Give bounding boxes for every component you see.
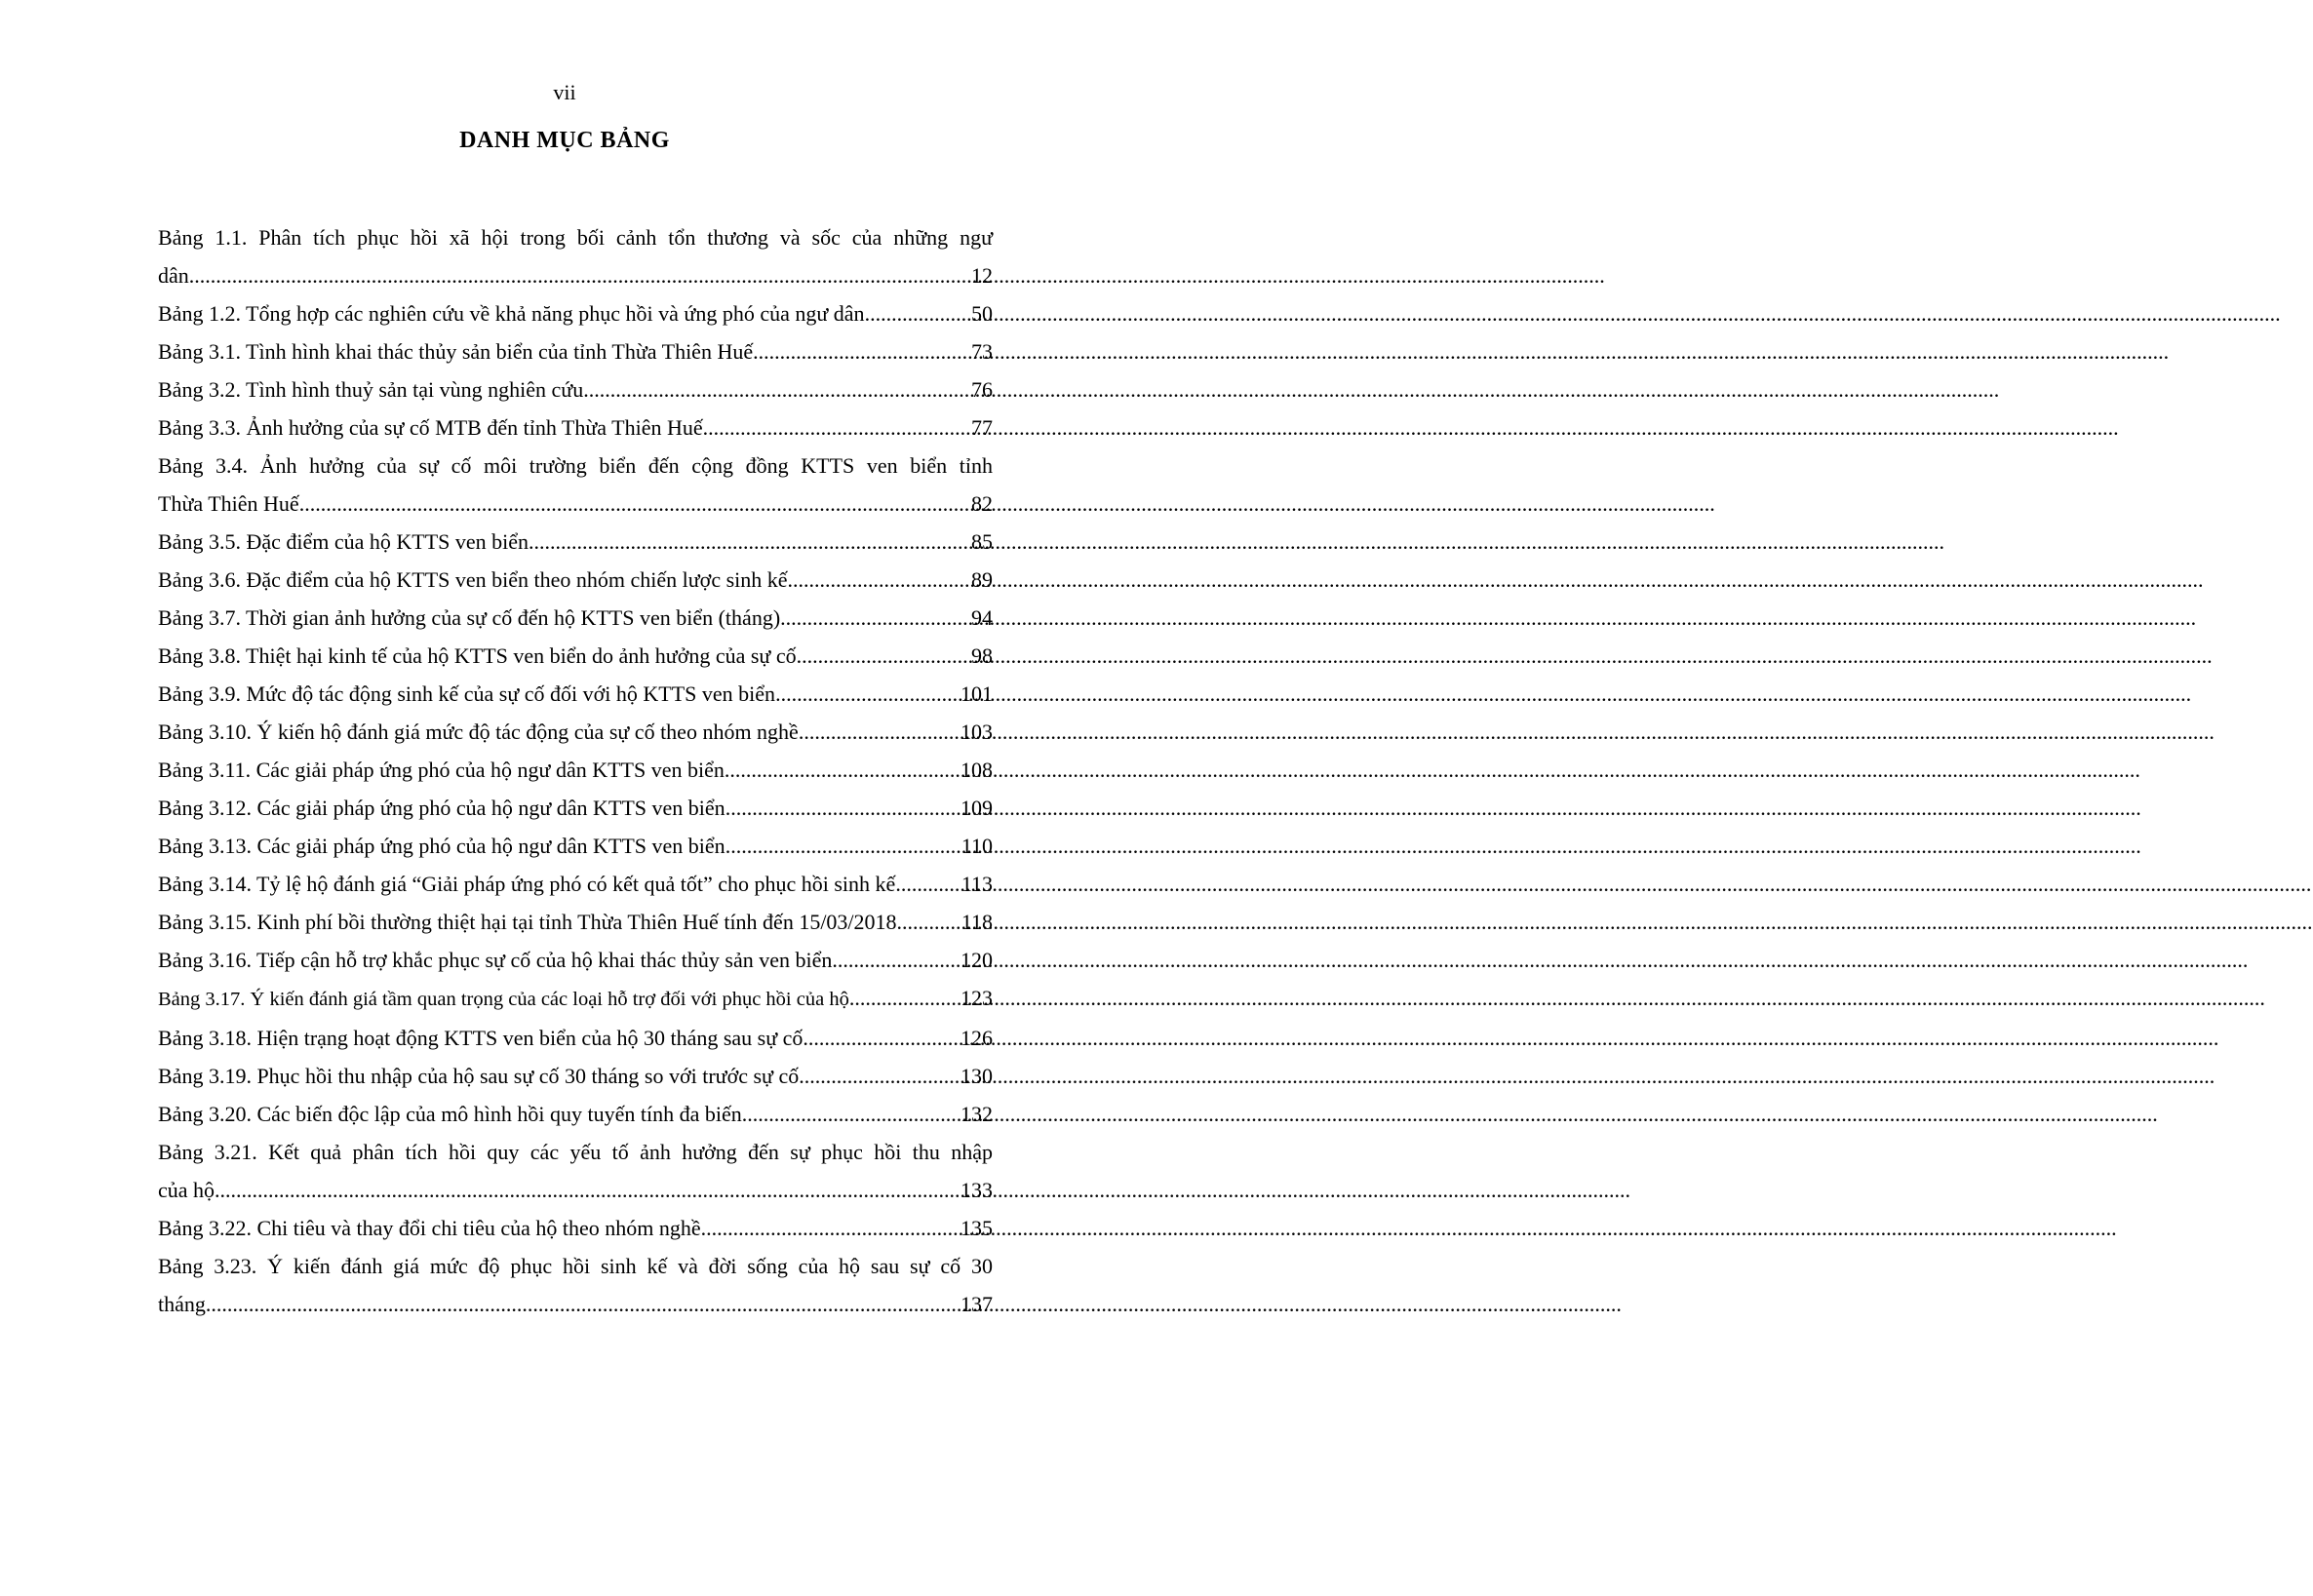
- toc-entry-page: 113: [960, 872, 993, 896]
- toc-entry-page: 137: [960, 1292, 993, 1316]
- dot-leader: [895, 865, 961, 903]
- dot-leader: [725, 789, 960, 827]
- toc-entry-page: 110: [960, 834, 993, 858]
- toc-entry[interactable]: [158, 751, 993, 789]
- toc-entry-title: Bảng 3.12. Các giải pháp ứng phó của hộ ngư dân KTTS ven biển: [158, 796, 725, 820]
- toc-entry[interactable]: [158, 332, 993, 370]
- toc-entry-title: Bảng 3.5. Đặc điểm của hộ KTTS ven biển: [158, 529, 529, 554]
- toc-entry-title: Bảng 3.14. Tỷ lệ hộ đánh giá “Giải pháp ứng phó có kết quả tốt” cho phục hồi sinh kế: [158, 872, 896, 896]
- dot-leader: [832, 941, 960, 979]
- dot-leader: [788, 561, 971, 599]
- page-number: vii: [553, 80, 576, 104]
- toc-entry-title: Bảng 3.2. Tình hình thuỷ sản tại vùng nghiên cứu: [158, 377, 584, 402]
- toc-entry-title-line: Bảng 1.1. Phân tích phục hồi xã hội trong bối cảnh tổn thương và sốc của những ngư: [158, 225, 993, 250]
- toc-entry[interactable]: [158, 1019, 993, 1057]
- toc-entry-title: Bảng 3.19. Phục hồi thu nhập của hộ sau sự cố 30 tháng so với trước sự cố: [158, 1064, 800, 1088]
- toc-entry[interactable]: [158, 370, 993, 409]
- toc-entry-page: 118: [960, 910, 993, 934]
- toc-entry[interactable]: [158, 294, 993, 332]
- toc-entry-title: Bảng 3.9. Mức độ tác động sinh kế của sự cố đối với hộ KTTS ven biển: [158, 681, 776, 706]
- toc-entry-title: Bảng 3.20. Các biến độc lập của mô hình hồi quy tuyến tính đa biến: [158, 1102, 742, 1126]
- toc-entry-title-line: Bảng 3.4. Ảnh hưởng của sự cố môi trường biển đến cộng đồng KTTS ven biển tỉnh: [158, 453, 993, 478]
- dot-leader: [849, 979, 960, 1017]
- toc-entry-page: 126: [960, 1026, 993, 1050]
- toc-entry[interactable]: [158, 1095, 993, 1133]
- toc-entry[interactable]: [158, 941, 993, 979]
- dot-leader: [742, 1095, 960, 1133]
- toc-entry-page: 101: [960, 681, 993, 706]
- dot-leader: [701, 1209, 960, 1247]
- toc-entry-page: 109: [960, 796, 993, 820]
- toc-entry-page: 123: [960, 986, 993, 1010]
- toc-entry-title: Bảng 3.17. Ý kiến đánh giá tầm quan trọng của các loại hỗ trợ đối với phục hồi của hộ: [158, 989, 849, 1010]
- dot-leader: [799, 713, 960, 751]
- dot-leader: [799, 1057, 960, 1095]
- toc-entry-title: Bảng 3.22. Chi tiêu và thay đổi chi tiêu của hộ theo nhóm nghề: [158, 1216, 701, 1240]
- toc-entry-title: Bảng 3.18. Hiện trạng hoạt động KTTS ven biển của hộ 30 tháng sau sự cố: [158, 1026, 804, 1050]
- dot-leader: [797, 637, 971, 675]
- toc-entry[interactable]: [158, 1133, 993, 1209]
- table-of-contents: [158, 218, 993, 1323]
- toc-entry[interactable]: [158, 865, 993, 903]
- toc-entry[interactable]: [158, 1209, 993, 1247]
- dot-leader: [803, 1019, 960, 1057]
- toc-entry-page: 85: [971, 529, 993, 554]
- toc-entry-title: Bảng 3.13. Các giải pháp ứng phó của hộ ngư dân KTTS ven biển: [158, 834, 725, 858]
- dot-leader: [583, 370, 971, 409]
- toc-entry-page: 77: [971, 415, 993, 440]
- toc-entry-title: Bảng 3.11. Các giải pháp ứng phó của hộ ngư dân KTTS ven biển: [158, 758, 725, 782]
- toc-entry[interactable]: [158, 903, 993, 941]
- toc-entry[interactable]: [158, 713, 993, 751]
- toc-entry-page: 98: [971, 643, 993, 668]
- dot-leader: [215, 1171, 960, 1209]
- toc-entry-title: Bảng 3.7. Thời gian ảnh hưởng của sự cố đến hộ KTTS ven biển (tháng): [158, 605, 781, 630]
- toc-entry-page: 135: [960, 1216, 993, 1240]
- toc-entry-title: tháng: [158, 1292, 206, 1316]
- toc-entry[interactable]: [158, 447, 993, 523]
- toc-entry-title: Bảng 3.10. Ý kiến hộ đánh giá mức độ tác động của sự cố theo nhóm nghề: [158, 720, 799, 744]
- dot-leader: [780, 599, 971, 637]
- dot-leader: [703, 409, 971, 447]
- toc-entry[interactable]: [158, 218, 993, 294]
- toc-entry-page: 89: [971, 567, 993, 592]
- toc-entry[interactable]: [158, 979, 993, 1019]
- page-title: DANH MỤC BẢNG: [459, 128, 670, 153]
- toc-entry-page: 73: [971, 339, 993, 364]
- dot-leader: [897, 903, 961, 941]
- toc-entry-title: Bảng 3.15. Kinh phí bồi thường thiệt hại tại tỉnh Thừa Thiên Huế tính đến 15/03/2018: [158, 910, 897, 934]
- dot-leader: [189, 256, 971, 294]
- toc-entry-page: 103: [960, 720, 993, 744]
- dot-leader: [206, 1285, 960, 1323]
- toc-entry[interactable]: [158, 827, 993, 865]
- dot-leader: [753, 332, 971, 370]
- toc-entry-title: Bảng 3.6. Đặc điểm của hộ KTTS ven biển theo nhóm chiến lược sinh kế: [158, 567, 788, 592]
- toc-entry-page: 82: [971, 491, 993, 516]
- dot-leader: [865, 294, 971, 332]
- toc-entry-title: Bảng 3.8. Thiệt hại kinh tế của hộ KTTS ven biển do ảnh hưởng của sự cố: [158, 643, 797, 668]
- toc-entry[interactable]: [158, 409, 993, 447]
- toc-entry-page: 132: [960, 1102, 993, 1126]
- toc-entry-page: 133: [960, 1178, 993, 1202]
- toc-entry-page: 94: [971, 605, 993, 630]
- toc-entry[interactable]: [158, 637, 993, 675]
- dot-leader: [299, 485, 971, 523]
- toc-entry[interactable]: [158, 1247, 993, 1323]
- toc-entry-title: Thừa Thiên Huế: [158, 491, 299, 516]
- toc-entry-title: Bảng 3.1. Tình hình khai thác thủy sản biển của tỉnh Thừa Thiên Huế: [158, 339, 754, 364]
- toc-entry-title: Bảng 1.2. Tổng hợp các nghiên cứu về khả năng phục hồi và ứng phó của ngư dân: [158, 301, 865, 326]
- toc-entry-page: 108: [960, 758, 993, 782]
- toc-entry-page: 50: [971, 301, 993, 326]
- toc-entry[interactable]: [158, 523, 993, 561]
- toc-entry[interactable]: [158, 789, 993, 827]
- toc-entry-title: dân: [158, 263, 189, 288]
- toc-entry[interactable]: [158, 675, 993, 713]
- toc-entry-title: của hộ: [158, 1178, 216, 1202]
- toc-entry-title: Bảng 3.3. Ảnh hưởng của sự cố MTB đến tỉnh Thừa Thiên Huế: [158, 415, 703, 440]
- toc-entry-title: Bảng 3.16. Tiếp cận hỗ trợ khắc phục sự cố của hộ khai thác thủy sản ven biển: [158, 948, 833, 972]
- dot-leader: [725, 751, 960, 789]
- toc-entry-title-line: Bảng 3.21. Kết quả phân tích hồi quy các yếu tố ảnh hưởng đến sự phục hồi thu nhập: [158, 1140, 993, 1164]
- dot-leader: [775, 675, 960, 713]
- toc-entry-title-line: Bảng 3.23. Ý kiến đánh giá mức độ phục hồi sinh kế và đời sống của hộ sau sự cố 30: [158, 1254, 993, 1278]
- toc-entry[interactable]: [158, 1057, 993, 1095]
- toc-entry-page: 76: [971, 377, 993, 402]
- toc-entry-page: 12: [971, 263, 993, 288]
- toc-entry[interactable]: [158, 599, 993, 637]
- dot-leader: [529, 523, 971, 561]
- dot-leader: [725, 827, 961, 865]
- toc-entry-page: 120: [960, 948, 993, 972]
- toc-entry-page: 130: [960, 1064, 993, 1088]
- toc-entry[interactable]: [158, 561, 993, 599]
